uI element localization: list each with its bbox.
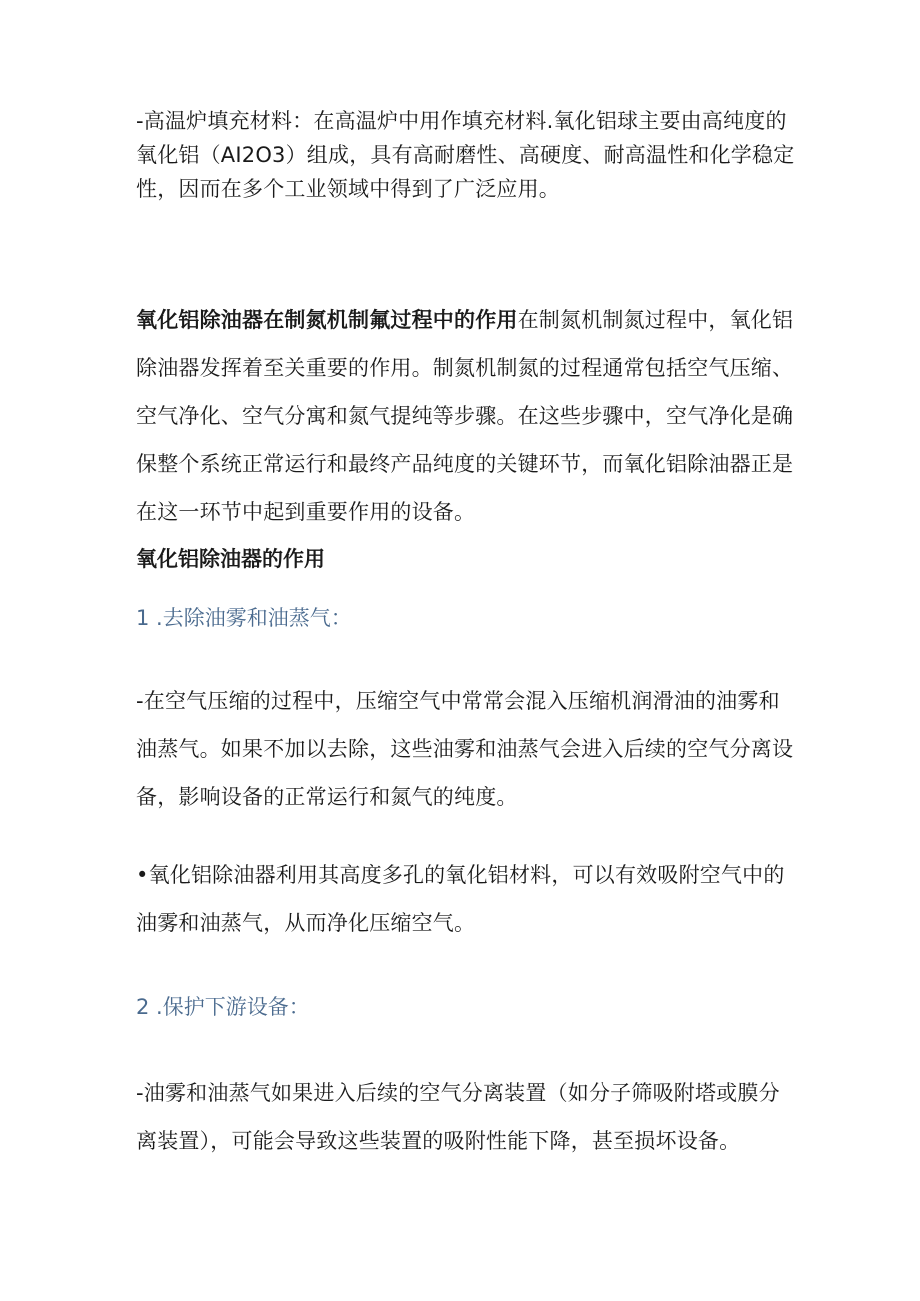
numbered-item-1: 1 .去除油雾和油蒸气： xyxy=(136,606,352,630)
section-heading-function: 氧化铝除油器的作用 xyxy=(136,547,325,571)
paragraph-oil-mist-source: -在空气压缩的过程中，压缩空气中常常会混入压缩机润滑油的油雾和油蒸气。如果不加以去除，这些油雾和油蒸气会进入后续的空气分离设备，影响设备的正常运行和氮气的纯度。 xyxy=(136,689,794,809)
paragraph-lead-bold: 氧化铝除油器在制氮机制氟过程中的作用 xyxy=(136,308,518,332)
paragraph-adsorption: •氧化铝除油器利用其高度多孔的氧化铝材料，可以有效吸附空气中的油雾和油蒸气，从而净化压缩空气。 xyxy=(136,863,785,935)
paragraph-protect-downstream: -油雾和油蒸气如果进入后续的空气分离装置（如分子筛吸附塔或膜分离装置），可能会导致这些装置的吸附性能下降，甚至损坏设备。 xyxy=(136,1081,780,1153)
numbered-item-2: 2 .保护下游设备： xyxy=(136,995,310,1019)
paragraph-furnace-filler: -高温炉填充材料：在高温炉中用作填充材料.氧化铝球主要由高纯度的氧化铝（AI2O3）组成，具有高耐磨性、高硬度、耐高温性和化学稳定性，因而在多个工业领域中得到了广泛应用。 xyxy=(136,109,795,201)
paragraph-lead-text: 在制氮机制氮过程中，氧化铝除油器发挥着至关重要的作用。制氮机制氮的过程通常包括空气压缩、空气净化、空气分寓和氮气提纯等步骤。在这些步骤中，空气净化是确保整个系统正常运行和最终产品纯度的关键环节，而氧化铝除油器正是在这一环节中起到重要作用的设备。 xyxy=(136,308,794,524)
paragraph-role-in-nitrogen-generator xyxy=(136,296,796,536)
